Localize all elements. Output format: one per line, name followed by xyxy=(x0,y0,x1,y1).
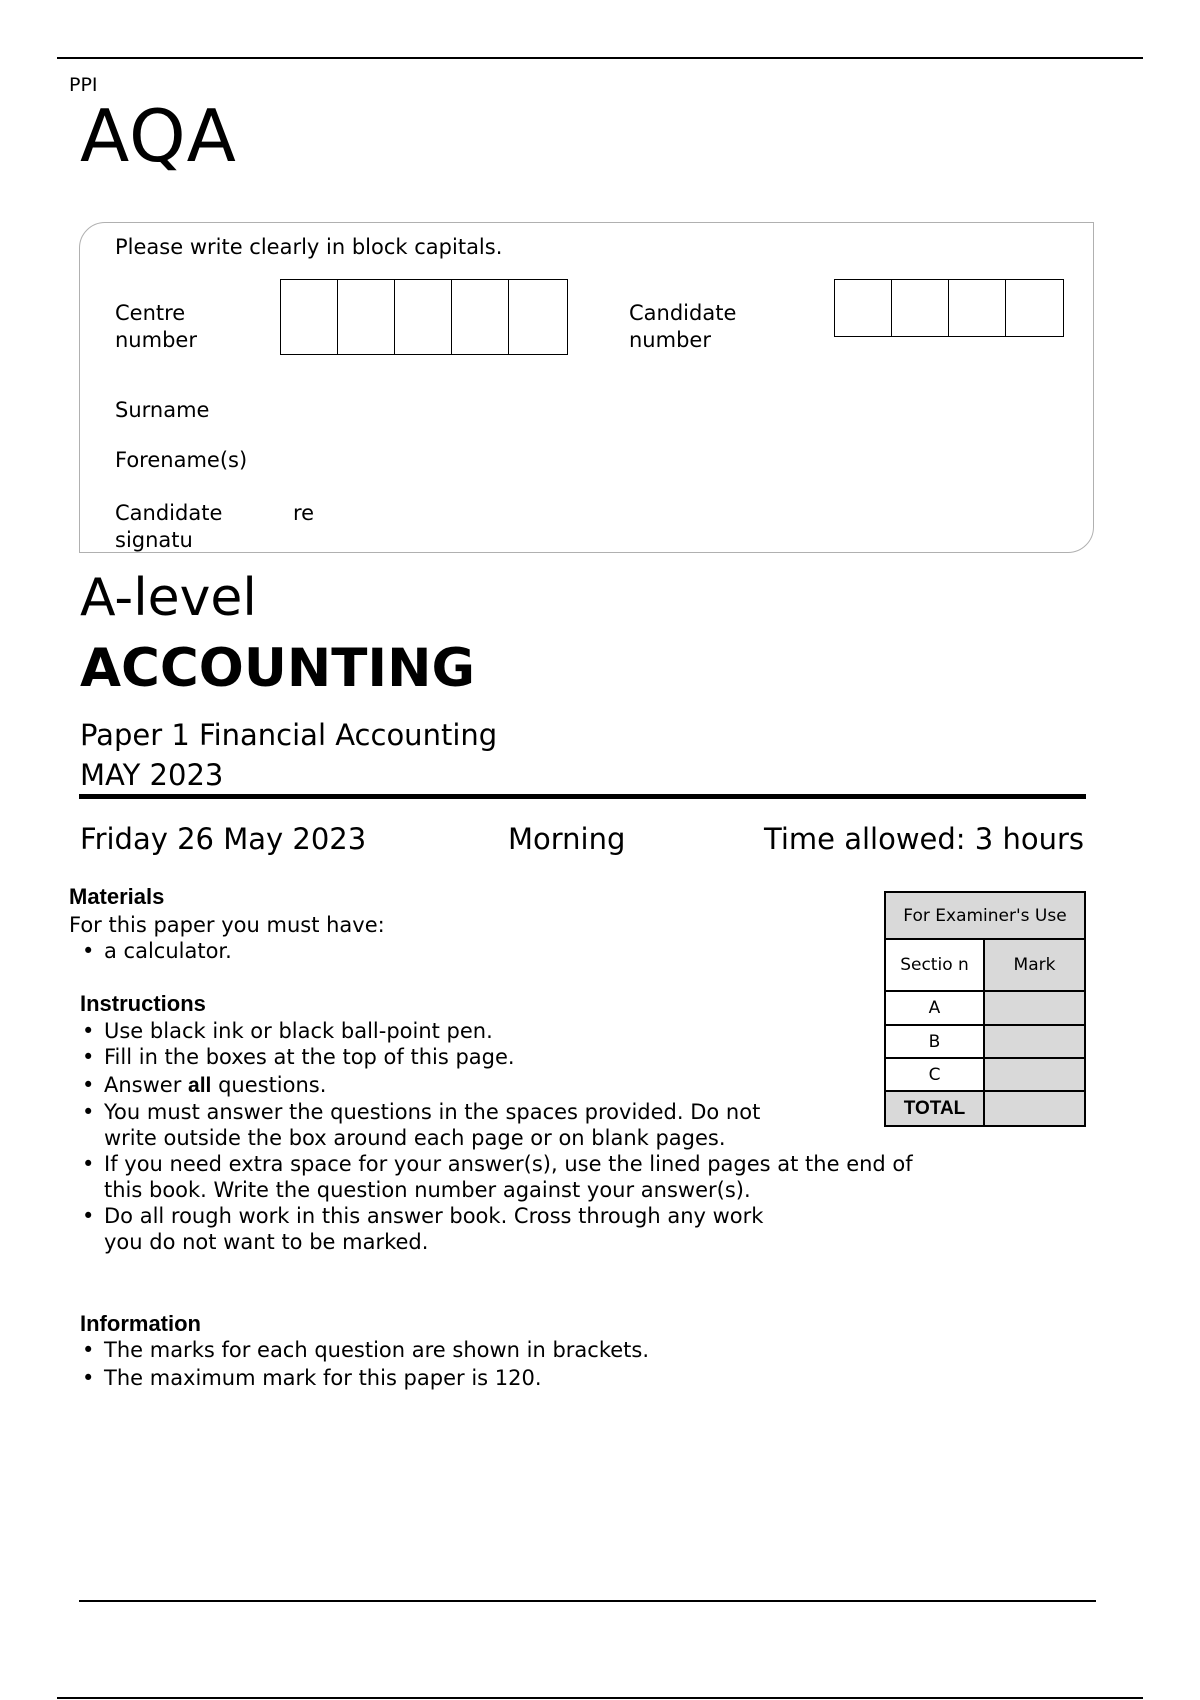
instructions-list xyxy=(80,1018,954,1255)
centre-digit-box[interactable] xyxy=(338,280,395,354)
candidate-details-panel xyxy=(79,222,1094,553)
materials-intro: For this paper you must have: xyxy=(69,913,385,937)
signature-label-overflow: re xyxy=(293,501,315,525)
top-rule xyxy=(57,57,1143,59)
qualification-level: A-level xyxy=(80,568,257,628)
candidate-digit-box[interactable] xyxy=(892,280,949,336)
information-heading: Information xyxy=(80,1311,201,1336)
materials-heading: Materials xyxy=(69,884,165,909)
list-item: • You must answer the questions in the spaces provided. Do not write outside the box around each page or on blank pages. xyxy=(80,1099,774,1151)
signature-label: Candidate signatu xyxy=(115,501,223,552)
mark-cell[interactable] xyxy=(984,1058,1085,1091)
list-item: • Use black ink or black ball-point pen. xyxy=(80,1018,804,1044)
section-column-header: Sectio n xyxy=(885,939,984,991)
footer-rule xyxy=(79,1600,1096,1602)
exam-time-of-day: Morning xyxy=(508,822,626,856)
candidate-number-boxes xyxy=(834,279,1064,337)
section-label: C xyxy=(885,1058,984,1091)
centre-number-boxes xyxy=(280,279,568,355)
page-bottom-rule xyxy=(57,1697,1143,1699)
forenames-label: Forename(s) xyxy=(115,448,248,472)
list-item: • Answer all questions. xyxy=(80,1072,804,1099)
centre-digit-box[interactable] xyxy=(281,280,338,354)
block-capitals-instruction: Please write clearly in block capitals. xyxy=(115,235,503,259)
mark-column-header: Mark xyxy=(984,939,1085,991)
section-label: B xyxy=(885,1025,984,1058)
total-label: TOTAL xyxy=(885,1091,984,1126)
list-item: • If you need extra space for your answer(s), use the lined pages at the end of this book. Write the question number against your answer(s). xyxy=(80,1151,954,1203)
candidate-number-label: Candidate number xyxy=(629,301,737,352)
mark-cell[interactable] xyxy=(984,1025,1085,1058)
list-item: • Do all rough work in this answer book. Cross through any work you do not want to be marked. xyxy=(80,1203,774,1255)
time-allowed: Time allowed: 3 hours xyxy=(764,822,1084,856)
exam-session: MAY 2023 xyxy=(80,758,224,792)
paper-code: PPI xyxy=(69,74,98,96)
centre-number-label: Centre number xyxy=(115,301,197,352)
list-item: • The marks for each question are shown in brackets. xyxy=(80,1337,880,1363)
centre-digit-box[interactable] xyxy=(395,280,452,354)
exam-date: Friday 26 May 2023 xyxy=(80,822,367,856)
instructions-heading: Instructions xyxy=(80,991,206,1016)
candidate-digit-box[interactable] xyxy=(1006,280,1063,336)
mark-cell[interactable] xyxy=(984,991,1085,1025)
section-label: A xyxy=(885,991,984,1025)
candidate-digit-box[interactable] xyxy=(835,280,892,336)
list-item: • Fill in the boxes at the top of this page. xyxy=(80,1044,804,1070)
examiners-use-table xyxy=(884,891,1086,1127)
information-list xyxy=(80,1337,880,1391)
list-item: • a calculator. xyxy=(80,938,780,964)
surname-label: Surname xyxy=(115,398,210,422)
total-mark-cell[interactable] xyxy=(984,1091,1085,1126)
examiners-use-title: For Examiner's Use xyxy=(885,892,1085,939)
title-divider xyxy=(79,794,1086,799)
subject-title: ACCOUNTING xyxy=(80,638,475,699)
aqa-logo: AQA xyxy=(80,94,237,178)
centre-digit-box[interactable] xyxy=(509,280,567,354)
candidate-digit-box[interactable] xyxy=(949,280,1006,336)
materials-list xyxy=(80,938,780,964)
list-item: • The maximum mark for this paper is 120. xyxy=(80,1365,880,1391)
paper-title: Paper 1 Financial Accounting xyxy=(80,718,498,752)
centre-digit-box[interactable] xyxy=(452,280,509,354)
